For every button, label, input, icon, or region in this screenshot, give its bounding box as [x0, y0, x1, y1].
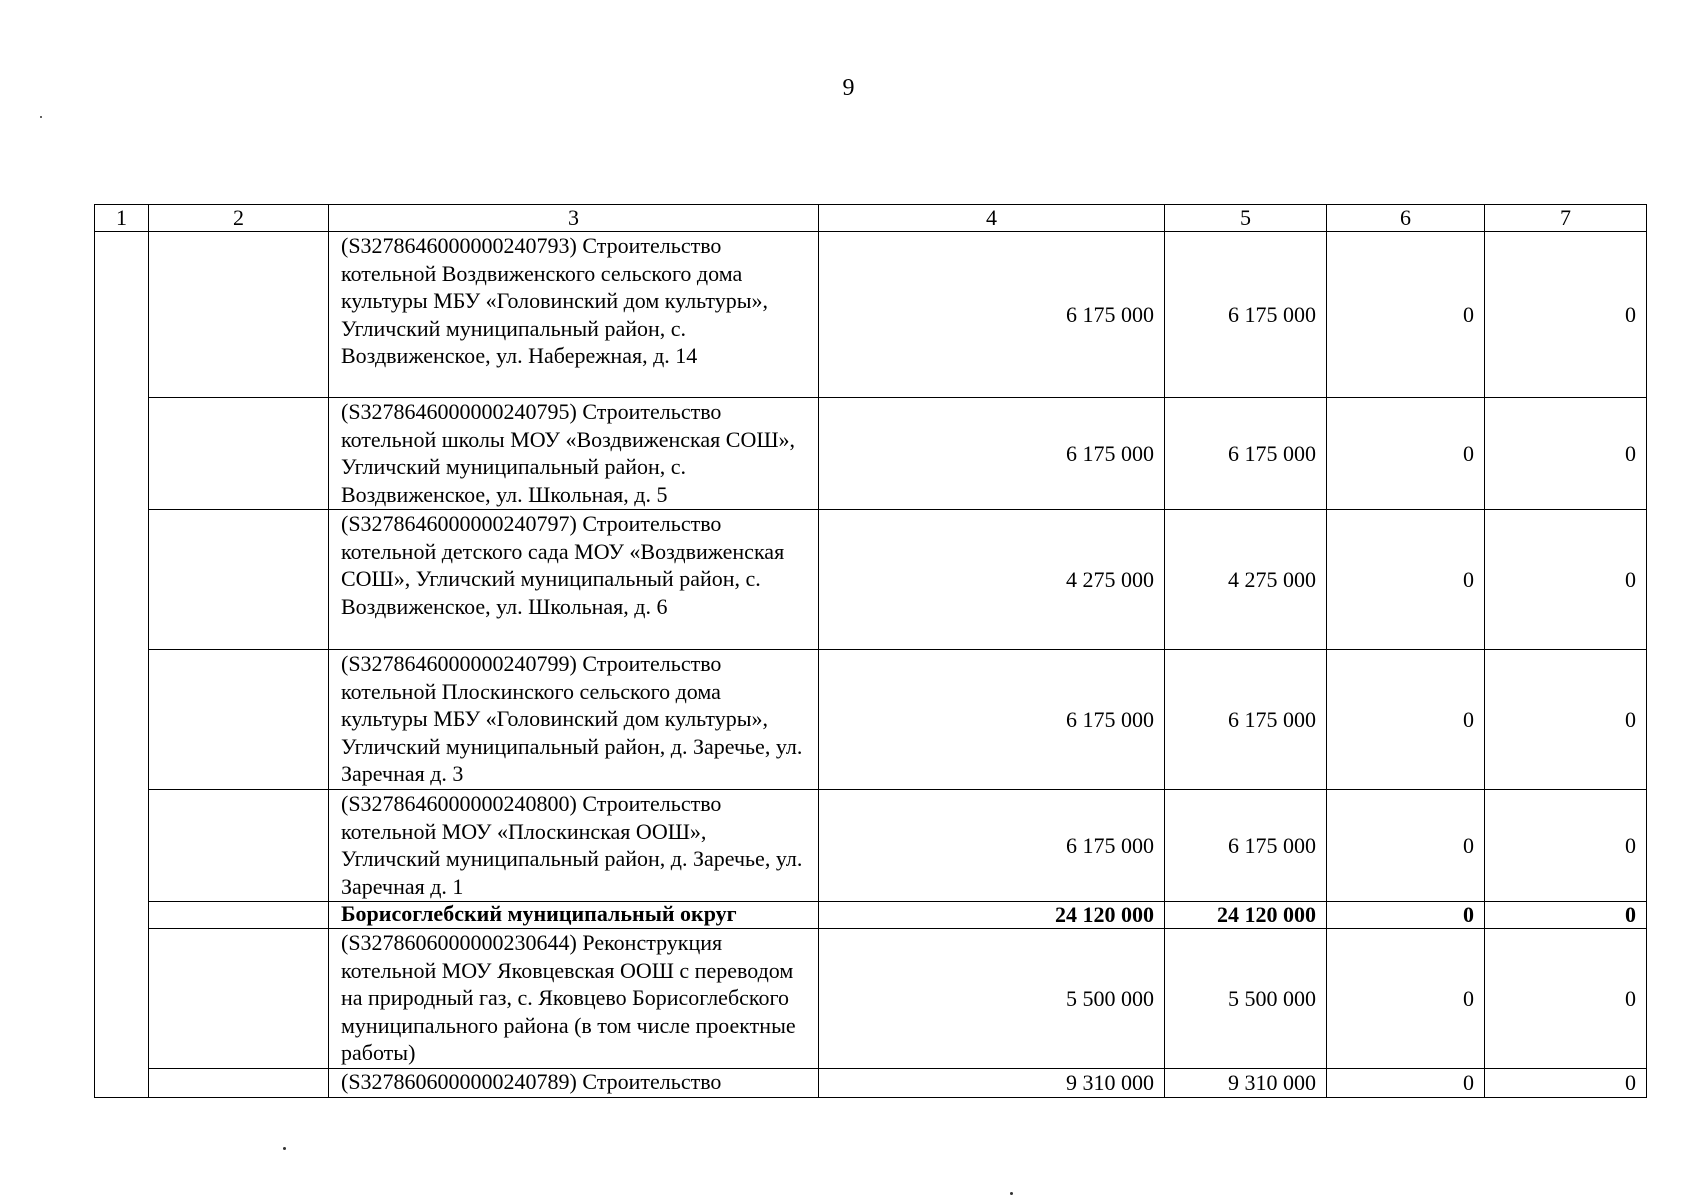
- col6-value: 0: [1327, 232, 1485, 398]
- row-description: (S3278606000000240789) Строительство: [329, 1069, 819, 1098]
- column-header: 3: [329, 205, 819, 232]
- column-header: 5: [1165, 205, 1327, 232]
- col7-value: 0: [1485, 929, 1647, 1069]
- col4-value: 6 175 000: [819, 398, 1165, 510]
- table-row: [95, 1069, 1647, 1098]
- col5-value: 6 175 000: [1165, 232, 1327, 398]
- column-1-cell: [95, 232, 149, 1098]
- col6-value: 0: [1327, 929, 1485, 1069]
- table-row: [95, 650, 1647, 790]
- column-header: 6: [1327, 205, 1485, 232]
- col6-value: 0: [1327, 790, 1485, 902]
- col6-value: 0: [1327, 510, 1485, 650]
- table-row: [95, 790, 1647, 902]
- col5-value: 5 500 000: [1165, 929, 1327, 1069]
- table-row: [95, 398, 1647, 510]
- col6-value: 0: [1327, 398, 1485, 510]
- col7-value: 0: [1485, 790, 1647, 902]
- subtotal-col4: 24 120 000: [819, 902, 1165, 929]
- row-description: (S3278646000000240797) Строительство котельной детского сада МОУ «Воздвиженская СОШ», Угличский муниципальный район, с. Воздвиженское, ул. Школьная, д. 6: [329, 510, 819, 650]
- col4-value: 4 275 000: [819, 510, 1165, 650]
- row-description: (S3278646000000240793) Строительство котельной Воздвиженского сельского дома культуры МБУ «Головинский дом культуры», Угличский муниципальный район, с. Воздвиженское, ул. Набережная, д. 14: [329, 232, 819, 398]
- table-row: [95, 510, 1647, 650]
- col5-value: 6 175 000: [1165, 790, 1327, 902]
- table-row: [95, 232, 1647, 398]
- col7-value: 0: [1485, 650, 1647, 790]
- column-2-cell: [149, 398, 329, 510]
- row-description: (S3278606000000230644) Реконструкция котельной МОУ Яковцевская ООШ с переводом на природный газ, с. Яковцево Борисоглебского муниципального района (в том числе проектные работы): [329, 929, 819, 1069]
- column-header: 2: [149, 205, 329, 232]
- scan-speck: [40, 116, 42, 118]
- col4-value: 5 500 000: [819, 929, 1165, 1069]
- column-header: 1: [95, 205, 149, 232]
- row-description: (S3278646000000240800) Строительство котельной МОУ «Плоскинская ООШ», Угличский муниципальный район, д. Заречье, ул. Заречная д. 1: [329, 790, 819, 902]
- subtotal-row: [95, 902, 1647, 929]
- col7-value: 0: [1485, 1069, 1647, 1098]
- column-2-cell: [149, 929, 329, 1069]
- column-2-cell: [149, 510, 329, 650]
- row-description: (S3278646000000240795) Строительство котельной школы МОУ «Воздвиженская СОШ», Угличский муниципальный район, с. Воздвиженское, ул. Школьная, д. 5: [329, 398, 819, 510]
- col6-value: 0: [1327, 1069, 1485, 1098]
- col4-value: 6 175 000: [819, 790, 1165, 902]
- scan-speck: [1010, 1192, 1013, 1195]
- subtotal-col5: 24 120 000: [1165, 902, 1327, 929]
- col4-value: 6 175 000: [819, 232, 1165, 398]
- page-number: 9: [842, 75, 855, 101]
- col5-value: 4 275 000: [1165, 510, 1327, 650]
- column-2-cell: [149, 902, 329, 929]
- budget-table: [94, 204, 1647, 1098]
- table-row: [95, 929, 1647, 1069]
- column-2-cell: [149, 650, 329, 790]
- col5-value: 6 175 000: [1165, 398, 1327, 510]
- table-header-row: [95, 205, 1647, 232]
- col5-value: 6 175 000: [1165, 650, 1327, 790]
- subtotal-col6: 0: [1327, 902, 1485, 929]
- col4-value: 9 310 000: [819, 1069, 1165, 1098]
- col7-value: 0: [1485, 232, 1647, 398]
- col7-value: 0: [1485, 510, 1647, 650]
- col5-value: 9 310 000: [1165, 1069, 1327, 1098]
- scan-speck: [283, 1147, 286, 1150]
- subtotal-col7: 0: [1485, 902, 1647, 929]
- col4-value: 6 175 000: [819, 650, 1165, 790]
- subtotal-description: Борисоглебский муниципальный округ: [329, 902, 819, 929]
- column-2-cell: [149, 790, 329, 902]
- column-header: 7: [1485, 205, 1647, 232]
- column-2-cell: [149, 1069, 329, 1098]
- row-description: (S3278646000000240799) Строительство котельной Плоскинского сельского дома культуры МБУ «Головинский дом культуры», Угличский муниципальный район, д. Заречье, ул. Заречная д. 3: [329, 650, 819, 790]
- column-2-cell: [149, 232, 329, 398]
- column-header: 4: [819, 205, 1165, 232]
- col6-value: 0: [1327, 650, 1485, 790]
- col7-value: 0: [1485, 398, 1647, 510]
